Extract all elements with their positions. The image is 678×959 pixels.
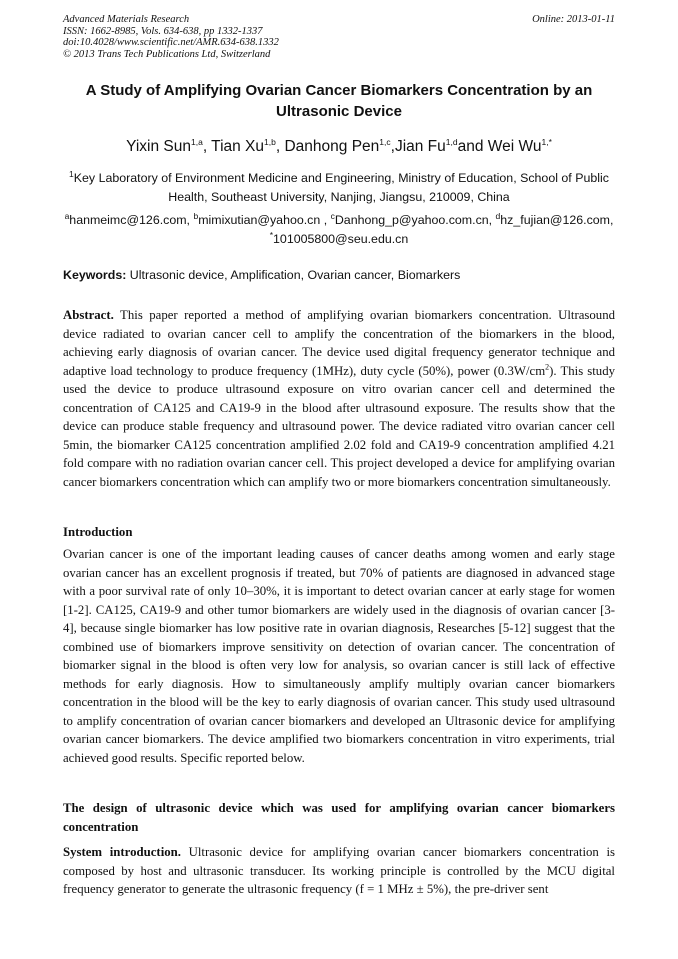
- author-affil-mark: 1,*: [541, 136, 552, 147]
- abstract-label: Abstract.: [63, 308, 114, 322]
- keywords-text: Ultrasonic device, Amplification, Ovarian cancer, Biomarkers: [126, 268, 461, 282]
- copyright-line: © 2013 Trans Tech Publications Ltd, Switzerland: [63, 48, 271, 60]
- author-name: Wei Wu: [487, 138, 542, 155]
- author-affil-mark: 1,d: [445, 136, 458, 147]
- email-mark: b: [193, 210, 199, 221]
- system-introduction-text: Ultrasonic device for amplifying ovarian cancer biomarkers concentration is composed by host and ultrasonic transducer. Its working principle is controlled by the MCU digital frequency generator to generate the ultrasonic frequency (f = 1 MHz ± 5%), the pre-driver sent: [63, 845, 615, 897]
- keywords: [63, 266, 615, 284]
- affiliation-line-1: Key Laboratory of Environment Medicine and Engineering, Ministry of Education, School of Public: [73, 171, 609, 185]
- author-name: Yixin Sun: [126, 138, 191, 155]
- affiliation-line-2: Health, Southeast University, Nanjing, Jiangsu, 210009, China: [168, 190, 510, 204]
- affiliation-mark: 1: [69, 168, 74, 179]
- email-address: mimixutian@yahoo.cn ,: [198, 213, 331, 227]
- affiliation: [63, 169, 615, 207]
- author-separator: ,: [390, 138, 395, 155]
- introduction-heading: Introduction: [63, 525, 133, 539]
- author-name: Tian Xu: [211, 138, 265, 155]
- design-heading: The design of ultrasonic device which was used for amplifying ovarian cancer biomarkers concentration: [63, 801, 615, 834]
- email-address: hz_fujian@126.com,: [500, 213, 614, 227]
- abstract-text-2: ). This study used the device to produce ultrasound exposure on vitro ovarian cancer cell and determined the concentration of CA125 and CA19-9 in the blood after ultrasound exposure. The results show that the device can produce stable frequency and ultrasound power. The device radiated vitro ovarian cancer cell 5min, the biomarker CA125 concentration amplified 2.02 fold and CA19-9 concentration amplified 4.21 fold compare with no radiation ovarian cancer cell. This project developed a device for amplifying ovarian cancer biomarkers concentration which can amplify two or more biomarkers concentration simultaneously.: [63, 363, 616, 489]
- author-name: Jian Fu: [394, 138, 446, 155]
- abstract-superscript: 2: [545, 362, 550, 372]
- abstract-text-1: This paper reported a method of amplifying ovarian biomarkers concentration. Ultrasound device radiated to ovarian cancer cell to amplify the concentration of the biomarkers in the blood, achieving early diagnosis of ovarian cancer. The device used digital frequency generator technique and adaptive load technology to produce frequency (1MHz), duty cycle (50%), power (0.3W/cm: [63, 308, 615, 378]
- issn-line: ISSN: 1662-8985, Vols. 634-638, pp 1332-1337: [63, 25, 263, 37]
- email-address: hanmeimc@126.com,: [69, 213, 194, 227]
- email-mark: *: [269, 229, 274, 240]
- abstract: [63, 306, 615, 491]
- author-list: [63, 137, 615, 157]
- doi-line: doi:10.4028/www.scientific.net/AMR.634-638.1332: [63, 37, 279, 48]
- system-introduction-label: System introduction.: [63, 845, 181, 859]
- system-introduction: [63, 843, 615, 899]
- title-line-1: A Study of Amplifying Ovarian Cancer Biomarkers Concentration by an: [85, 82, 593, 99]
- author-affil-mark: 1,a: [191, 136, 203, 147]
- email-list: [63, 211, 615, 249]
- email-address: Danhong_p@yahoo.com.cn,: [334, 213, 496, 227]
- running-header: [63, 14, 615, 60]
- title-line-2: Ultrasonic Device: [276, 103, 402, 120]
- email-mark: a: [64, 210, 70, 221]
- author-separator: ,: [275, 138, 285, 155]
- author-name: Danhong Pen: [284, 138, 380, 155]
- author-separator: ,: [202, 138, 212, 155]
- email-mark: d: [495, 210, 501, 221]
- journal-name: Advanced Materials Research: [63, 14, 190, 25]
- introduction-text: Ovarian cancer is one of the important leading causes of cancer deaths among women and early stage ovarian cancer has an excellent prognosis if treated, but 70% of patients are diagnosed in advanced stage with a poor survival rate of only 10–30%, it is important to detect ovarian cancer at early stage for women [1-2]. CA125, CA19-9 and other tumor biomarkers are widely used in the diagnosis of ovarian cancer [3-4], because single biomarker has low positive rate in ovarian diagnosis, Researches [5-12] suggest that the combined use of biomarkers improve sensitivity on detection of ovarian cancer. The concentration of biomarker signal in the blood is often very low for analysis, so ovarian cancer is still lack of effective methods for early diagnosis. How to simultaneously amplify multiply ovarian cancer biomarkers concentration in the blood will be the key to early diagnosis of ovarian cancer. This study used ultrasound to amplify concentration of ovarian cancer biomarkers and developed an Ultrasonic device for amplifying ovarian cancer biomarkers. The device amplified two biomarkers concentration in vitro experiments, trial achieved good results. Specific reported below.: [63, 547, 615, 766]
- email-address: 101005800@seu.edu.cn: [273, 232, 409, 246]
- online-date: Online: 2013-01-11: [532, 14, 615, 25]
- email-mark: c: [330, 210, 335, 221]
- paper-title: [63, 80, 615, 122]
- author-separator: and: [457, 138, 488, 155]
- author-affil-mark: 1,c: [379, 136, 391, 147]
- keywords-label: Keywords:: [63, 268, 127, 282]
- author-affil-mark: 1,b: [264, 136, 276, 147]
